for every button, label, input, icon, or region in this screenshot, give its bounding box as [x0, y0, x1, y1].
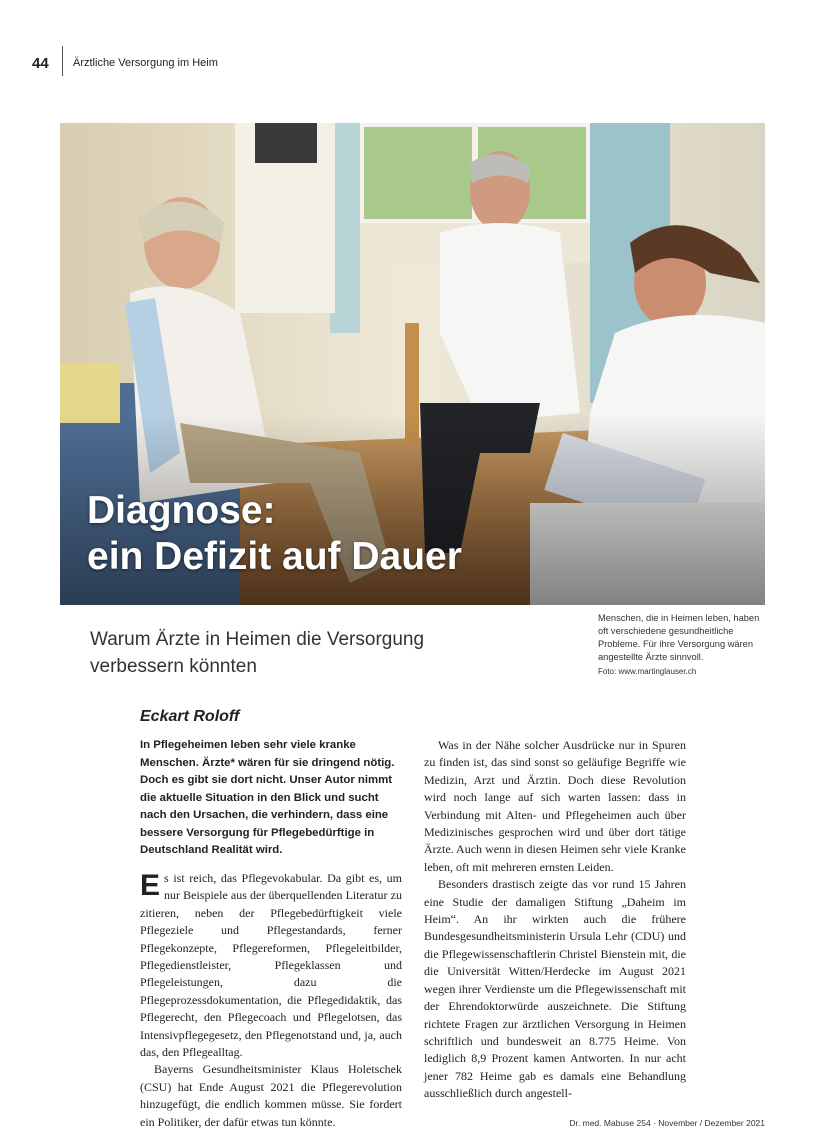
- page-number: 44: [32, 55, 49, 72]
- header-divider: [62, 46, 63, 76]
- article-subtitle: Warum Ärzte in Heimen die Versorgung verbessern könnten: [90, 629, 425, 677]
- headline: [87, 488, 462, 580]
- headline-line-1: Diagnose:: [87, 489, 276, 532]
- drop-cap: E: [140, 869, 161, 902]
- body-column-2: [424, 737, 686, 1103]
- author-name: Eckart Roloff: [140, 708, 240, 725]
- body-column-1: [140, 870, 402, 1131]
- lead-paragraph: In Pflegeheimen leben sehr viele kranke Menschen. Ärzte* wären für sie dringend nötig. Doch es gibt sie dort nicht. Unser Autor nimmt die aktuelle Situation in den Blick und sucht nach den Ursachen, die verhindern, dass eine bessere Versorgung für Pflegebedürftige in Deutschland Realität wird.: [140, 739, 395, 856]
- photo-credit: Foto: www.martinglauser.ch: [598, 667, 697, 676]
- body-paragraph: Besonders drastisch zeigte das vor rund 15 Jahren eine Studie der damaligen Stiftung „Daheim im Heim“. An ihr wirkten auch die frühere Bundesgesundheitsministerin Ursula Lehr (CDU) und die Pflegewissenschaftlerin Christel Bienstein mit, die die Universität Witten/Herdecke im August 2021 wegen ihrer Verdienste um die Pflegewissenschaft mit der Ehrendoktorwürde auszeichnete. Die Stiftung richtete Fragen zur ärztlichen Versorgung in Heimen schriftlich und bundesweit an 8.775 Heime. Von lediglich 8,9 Prozent kamen Antworten. In nur acht jener 782 Heime gab es damals eine Behandlung ausschließlich durch angestell-: [424, 877, 686, 1101]
- body-paragraph: Bayerns Gesundheitsminister Klaus Holetschek (CSU) hat Ende August 2021 die Pflegerevolution hinzugefügt, die endlich kommen müsse. Sie fordert ein Politiker, der dafür etwas tun könnte.: [140, 1062, 402, 1129]
- body-paragraph: [140, 870, 402, 1061]
- headline-line-2: ein Defizit auf Dauer: [87, 535, 462, 578]
- page-footer: Dr. med. Mabuse 254 · November / Dezember 2021: [569, 1118, 765, 1128]
- body-paragraph: Was in der Nähe solcher Ausdrücke nur in Spuren zu finden ist, das sind sonst so geläufige Begriffe wie Medizin, Arzt und Ärztin. Doch diese Revolution wird noch lange auf sich warten lassen: dass in Verbindung mit Alten- und Pflegeheimen auch über Medizinisches gesprochen wird und über dort tätige Ärzte. Auch wenn in diesen Heimen sehr viele Kranke leben, oft mit mehreren ernsten Leiden.: [424, 738, 686, 874]
- photo-caption: [598, 612, 768, 678]
- paragraph-text: s ist reich, das Pflegevokabular. Da gibt es, um nur Beispiele aus der überquellenden Literatur zu zitieren, neben der Pflegebedürftigkeit viele Pflegeziele und Pflegestandards, ferner Pflegekonzepte, Pflegereformen, Pflegeleitbilder, Pflegedienstleister, Pflegeklassen und Pflegeleistungen, dazu die Pflegeprozessdokumentation, die Pflegedidaktik, das Pflegerecht, den Pflegecoach und Pflegelotsen, das Intensivpflegegesetz, den Pflegenotstand und, ja, auch das, den Pflegealltag.: [140, 871, 402, 1060]
- section-title: Ärztliche Versorgung im Heim: [73, 57, 218, 69]
- caption-text: Menschen, die in Heimen leben, haben oft verschiedene gesundheitliche Probleme. Für ihre Versorgung wären angestellte Ärzte sinnvoll.: [598, 613, 760, 662]
